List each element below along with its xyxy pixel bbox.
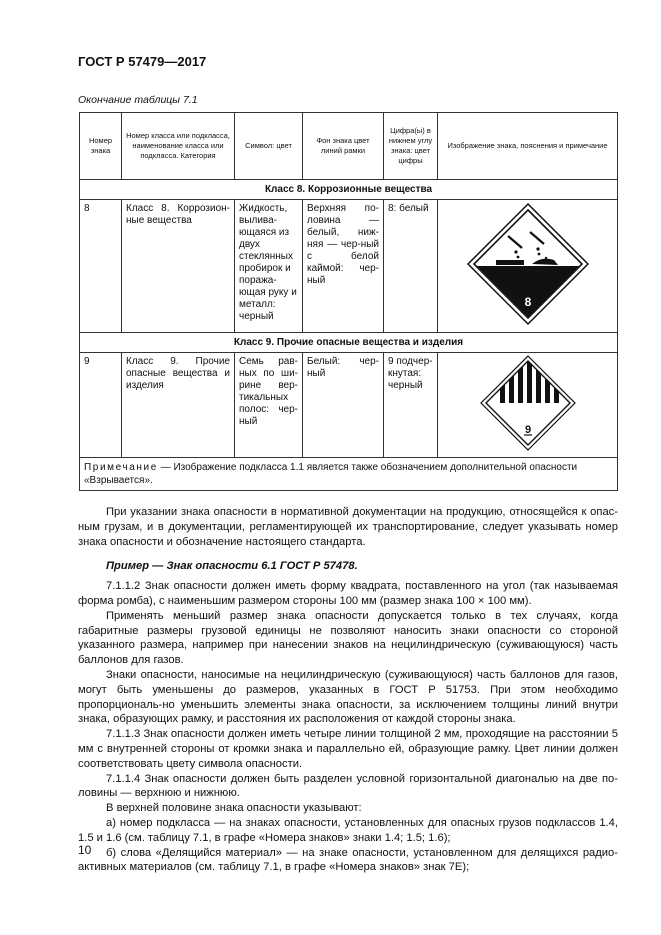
paragraph: В верхней половине знака опасности указывают: [106,802,362,815]
paragraph: 7.1.1.3 Знак опасности должен иметь четыре линии толщиной 2 мм, проходящие на расстоянии 5 мм с внутренней стороны от кромки знака и параллельно ей, образующие рамку. Цвет линии должен соответствовать цвету символа опасности. [78,728,618,770]
paragraph: 7.1.1.4 Знак опасности должен быть разделен условной горизонтальной диагональю на две по-ловины — верхнюю и нижнюю. [78,772,618,800]
cell-symbol: Семь рав-ных по ши-рине вер-тикальных полос: чер-ный [235,353,303,458]
table-row [80,200,618,333]
cell-digits: 8: белый [384,200,438,333]
cell-background: Белый: чер-ный [303,353,384,458]
example-line: Пример — Знак опасности 6.1 ГОСТ Р 57478. [106,560,358,573]
corrosive-sign-icon [466,202,590,326]
cell-symbol: Жидкость, вылива-ющаяся из двух стеклянных пробирок и поража-ющая руку и металл: черный [235,200,303,333]
paragraph: Знаки опасности, наносимые на нецилиндрическую (суживающуюся) часть баллонов для газов, могут быть уменьшены до размеров, указанных в ГОСТ Р 51753. При этом необходимо пропорциональ-но уменьшить элементы знака опасности, за исключением толщины линий внутри знака, образующих рамку, и расстояния их расположения от каждой стороны знака. [78,668,618,726]
col-header-symbol: Символ: цвет [235,113,303,180]
paragraph: а) номер подкласса — на знаках опасности, установленных для опасных грузов подклассов 1.4, 1.5 и 1.6 (см. таблицу 7.1, в графе «Номера знаков» знаки 1.4; 1.5; 1.6); [78,816,618,844]
cell-class-name: Класс 8. Коррозион-ные вещества [122,200,235,333]
body-text [78,505,618,875]
hazard-sign-table [79,112,618,491]
table-header-row [80,113,618,180]
table-row [80,353,618,458]
page-number: 10 [78,843,92,857]
paragraph: б) слова «Делящийся материал» — на знаке опасности, установленном для делящихся радио-активных материалов (см. таблицу 7.1, в графе «Номера знаков» знак 7Е); [78,846,618,874]
table-caption: Окончание таблицы 7.1 [78,94,198,106]
col-header-class: Номер класса или подкласса, наименование класса или подкласса. Категория [122,113,235,180]
section-row [80,180,618,200]
cell-class-name: Класс 9. Прочие опасные вещества и изделия [122,353,235,458]
col-header-digits: Цифра(ы) в нижнем углу знака: цвет цифры [384,113,438,180]
col-header-background: Фон знака цвет линий рамки [303,113,384,180]
sign-digit-9: 9 [524,424,531,436]
section-row [80,333,618,353]
paragraph: Применять меньший размер знака опасности допускается только в тех случаях, когда габаритные размеры грузовой единицы не позволяют наносить знаки опасности со стороной указанного размера, например при нанесении знаков на нецилиндрическую (суживающуюся) часть баллонов для газов. [78,609,618,667]
section-title-class-8: Класс 8. Коррозионные вещества [80,180,618,200]
cell-number: 9 [80,353,122,458]
col-header-image: Изображение знака, пояснения и примечание [438,113,618,180]
cell-background: Верхняя по-ловина — белый, ниж-няя — чер-ный с белой каймой: чер-ный [303,200,384,333]
note-row [80,458,618,491]
note-text: — Изображение подкласса 1.1 является также обозначением дополнительной опасности «Взрывается». [84,462,578,486]
section-title-class-9: Класс 9. Прочие опасные вещества и изделия [80,333,618,353]
table-note [80,458,618,491]
cell-sign-image [438,353,618,458]
cell-digits: 9 подчер-кнутая: черный [384,353,438,458]
col-header-number: Номер знака [80,113,122,180]
misc-dangerous-sign-icon [480,355,576,451]
cell-sign-image [438,200,618,333]
cell-number: 8 [80,200,122,333]
paragraph: 7.1.1.2 Знак опасности должен иметь форму квадрата, поставленного на угол (так называемая форма ромба), с наименьшим размером стороны 100 мм (размер знака 100 × 100 мм). [78,580,618,607]
sign-digit-8: 8 [524,295,531,309]
standard-header: ГОСТ Р 57479—2017 [78,54,207,69]
paragraph: При указании знака опасности в нормативной документации на продукцию, относящейся к опас-ным грузам, и в документации, регламентирующей их транспортирование, следует указывать номер знака опасности и обозначение настоящего стандарта. [78,506,618,548]
note-label: Примечание [84,462,158,473]
